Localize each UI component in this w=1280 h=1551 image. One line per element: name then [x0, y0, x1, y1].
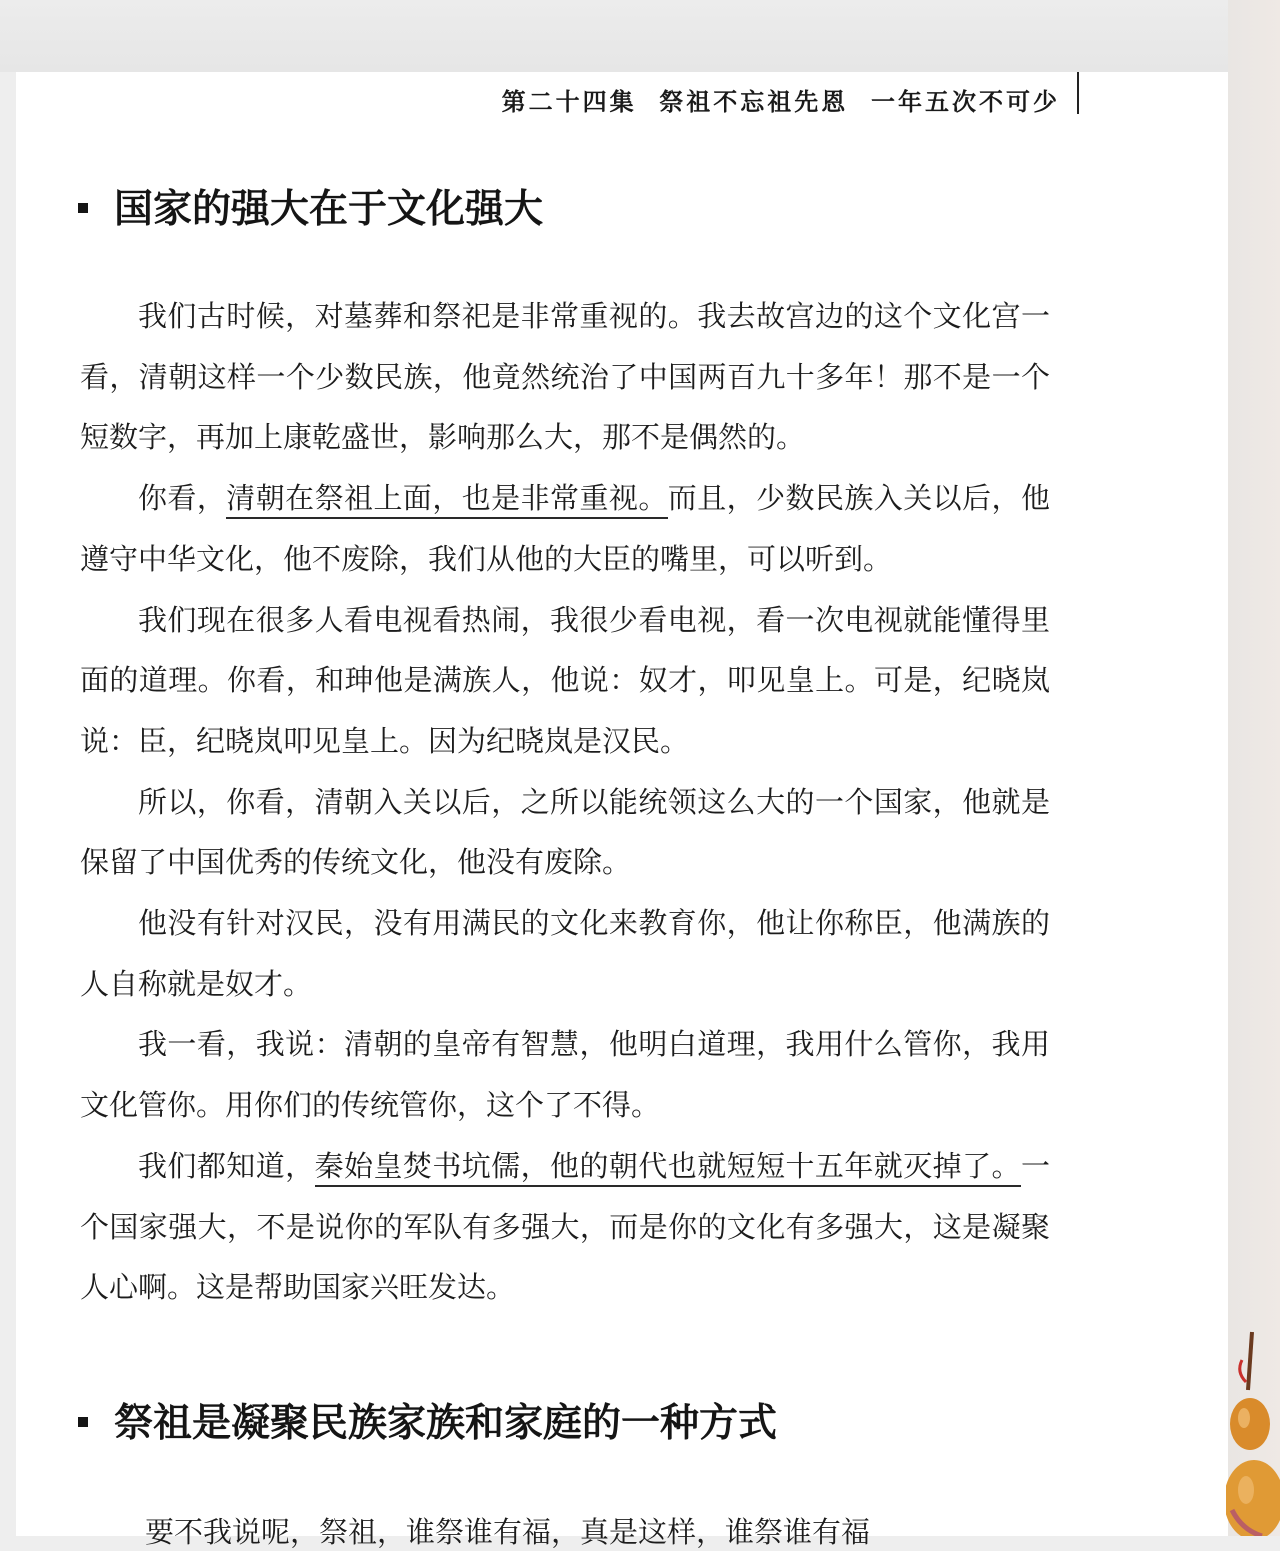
underlined-phrase: 清朝在祭祖上面，也是非常重视。: [226, 481, 667, 519]
photo-background-top: [0, 0, 1280, 72]
paragraph-text: 我们都知道，: [138, 1148, 315, 1183]
body-paragraph: [80, 772, 1050, 893]
header-rule: [1077, 72, 1079, 114]
gourd-ornament-icon: [1226, 1330, 1280, 1536]
paragraph-text: 他没有针对汉民，没有用满民的文化来教育你，他让你称臣，他满族的人自称就是奴才。: [80, 906, 1050, 1001]
section-1-body: [80, 286, 1050, 1318]
body-paragraph: [80, 286, 1050, 468]
photo-background-right: [1228, 0, 1280, 1536]
body-paragraph: [80, 590, 1050, 772]
section-heading-2-text: 祭祖是凝聚民族家族和家庭的一种方式: [114, 1401, 778, 1446]
body-paragraph: [80, 1014, 1050, 1135]
paragraph-text: 你看，: [138, 481, 227, 516]
paragraph-text: 一个国家强大，不是说你的军队有多强大，而是你的文化有多强大，这是凝聚人心啊。这是帮助国家兴旺发达。: [80, 1148, 1050, 1305]
section-heading-1-text: 国家的强大在于文化强大: [114, 187, 544, 232]
section-heading-1: [78, 178, 543, 234]
paragraph-text: 我们古时候，对墓葬和祭祀是非常重视的。我去故宫边的这个文化宫一看，清朝这样一个少数民族，他竟然统治了中国两百九十多年！那不是一个短数字，再加上康乾盛世，影响那么大，那不是偶然的。: [80, 299, 1050, 455]
body-paragraph: [80, 468, 1050, 589]
paragraph-text: 我们现在很多人看电视看热闹，我很少看电视，看一次电视就能懂得里面的道理。你看，和珅他是满族人，他说：奴才，叩见皇上。可是，纪晓岚说：臣，纪晓岚叩见皇上。因为纪晓岚是汉民。: [80, 602, 1050, 758]
heading-bullet-icon: [78, 1417, 88, 1427]
heading-bullet-icon: [78, 203, 88, 213]
body-paragraph: [80, 1136, 1050, 1318]
section-heading-2: [78, 1392, 777, 1448]
paragraph-text: 我一看，我说：清朝的皇帝有智慧，他明白道理，我用什么管你，我用文化管你。用你们的传统管你，这个了不得。: [80, 1027, 1050, 1123]
paragraph-text: 而且，少数民族入关以后，他遵守中华文化，他不废除，我们从他的大臣的嘴里，可以听到。: [80, 481, 1050, 576]
body-paragraph: [80, 893, 1050, 1014]
paragraph-text: 所以，你看，清朝入关以后，之所以能统领这么大的一个国家，他就是保留了中国优秀的传统文化，他没有废除。: [80, 784, 1050, 880]
running-header: 第二十四集 祭祖不忘祖先恩 一年五次不可少: [501, 88, 1060, 116]
cut-off-paragraph-line: 要不我说呢，祭祖，谁祭谁有福，真是这样，谁祭谁有福: [145, 1515, 871, 1549]
underlined-phrase: 秦始皇焚书坑儒，他的朝代也就短短十五年就灭掉了。: [315, 1149, 1021, 1187]
